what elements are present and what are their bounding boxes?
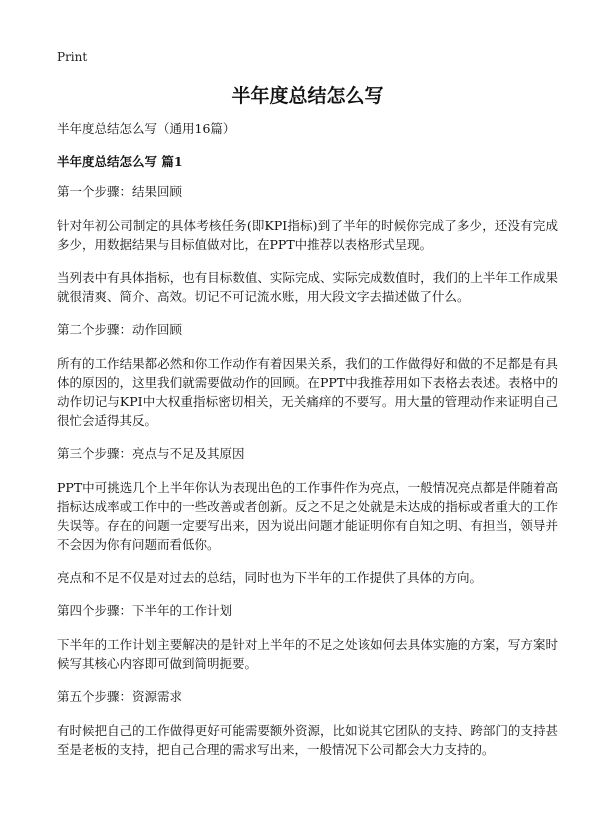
document-title: 半年度总结怎么写 [231,85,384,107]
paragraph: 所有的工作结果都必然和你工作动作有着因果关系，我们的工作做得好和做的不足都是有具体的原因的，这里我们就需要做动作的回顾。在PPT中我推荐用如下表格去表述。表格中的动作切记与KPI中大权重指标密切相关，无关痛痒的不要写。用大量的管理动作来证明自己很忙会适得其反。 [57,356,558,428]
paragraph: 有时候把自己的工作做得更好可能需要额外资源，比如说其它团队的支持、跨部门的支持甚至是老板的支持，把自己合理的需求写出来，一般情况下公司都会大力支持的。 [57,723,558,757]
step-heading-1: 第一个步骤：结果回顾 [57,184,183,199]
paragraph: 亮点和不足不仅是对过去的总结，同时也为下半年的工作提供了具体的方向。 [57,570,483,585]
paragraph: PPT中可挑选几个上半年你认为表现出色的工作事件作为亮点，一般情况亮点都是伴随着高指标达成率或工作中的一些改善或者创新。反之不足之处就是未达成的指标或者重大的工作失误等。存在的问题一定要写出来，因为说出问题才能证明你有自知之明、有担当，领导并不会因为你有问题而看低你。 [57,480,558,552]
document-subtitle: 半年度总结怎么写（通用16篇） [57,121,236,136]
step-heading-5: 第五个步骤：资源需求 [57,689,183,704]
section-heading: 半年度总结怎么写 篇1 [57,154,183,169]
paragraph: 下半年的工作计划主要解决的是针对上半年的不足之处该如何去具体实施的方案，写方案时候写其核心内容即可做到简明扼要。 [57,637,558,671]
paragraph: 当列表中有具体指标，也有目标数值、实际完成、实际完成数值时，我们的上半年工作成果就很清爽、简介、高效。切记不可记流水账，用大段文字去描述做了什么。 [57,270,558,304]
step-heading-2: 第二个步骤：动作回顾 [57,322,183,337]
paragraph: 针对年初公司制定的具体考核任务(即KPI指标)到了半年的时候你完成了多少，还没有完成多少，用数据结果与目标值做对比，在PPT中推荐以表格形式呈现。 [57,218,558,252]
print-link[interactable]: Print [57,50,88,64]
step-heading-3: 第三个步骤：亮点与不足及其原因 [57,446,245,461]
step-heading-4: 第四个步骤：下半年的工作计划 [57,603,233,618]
